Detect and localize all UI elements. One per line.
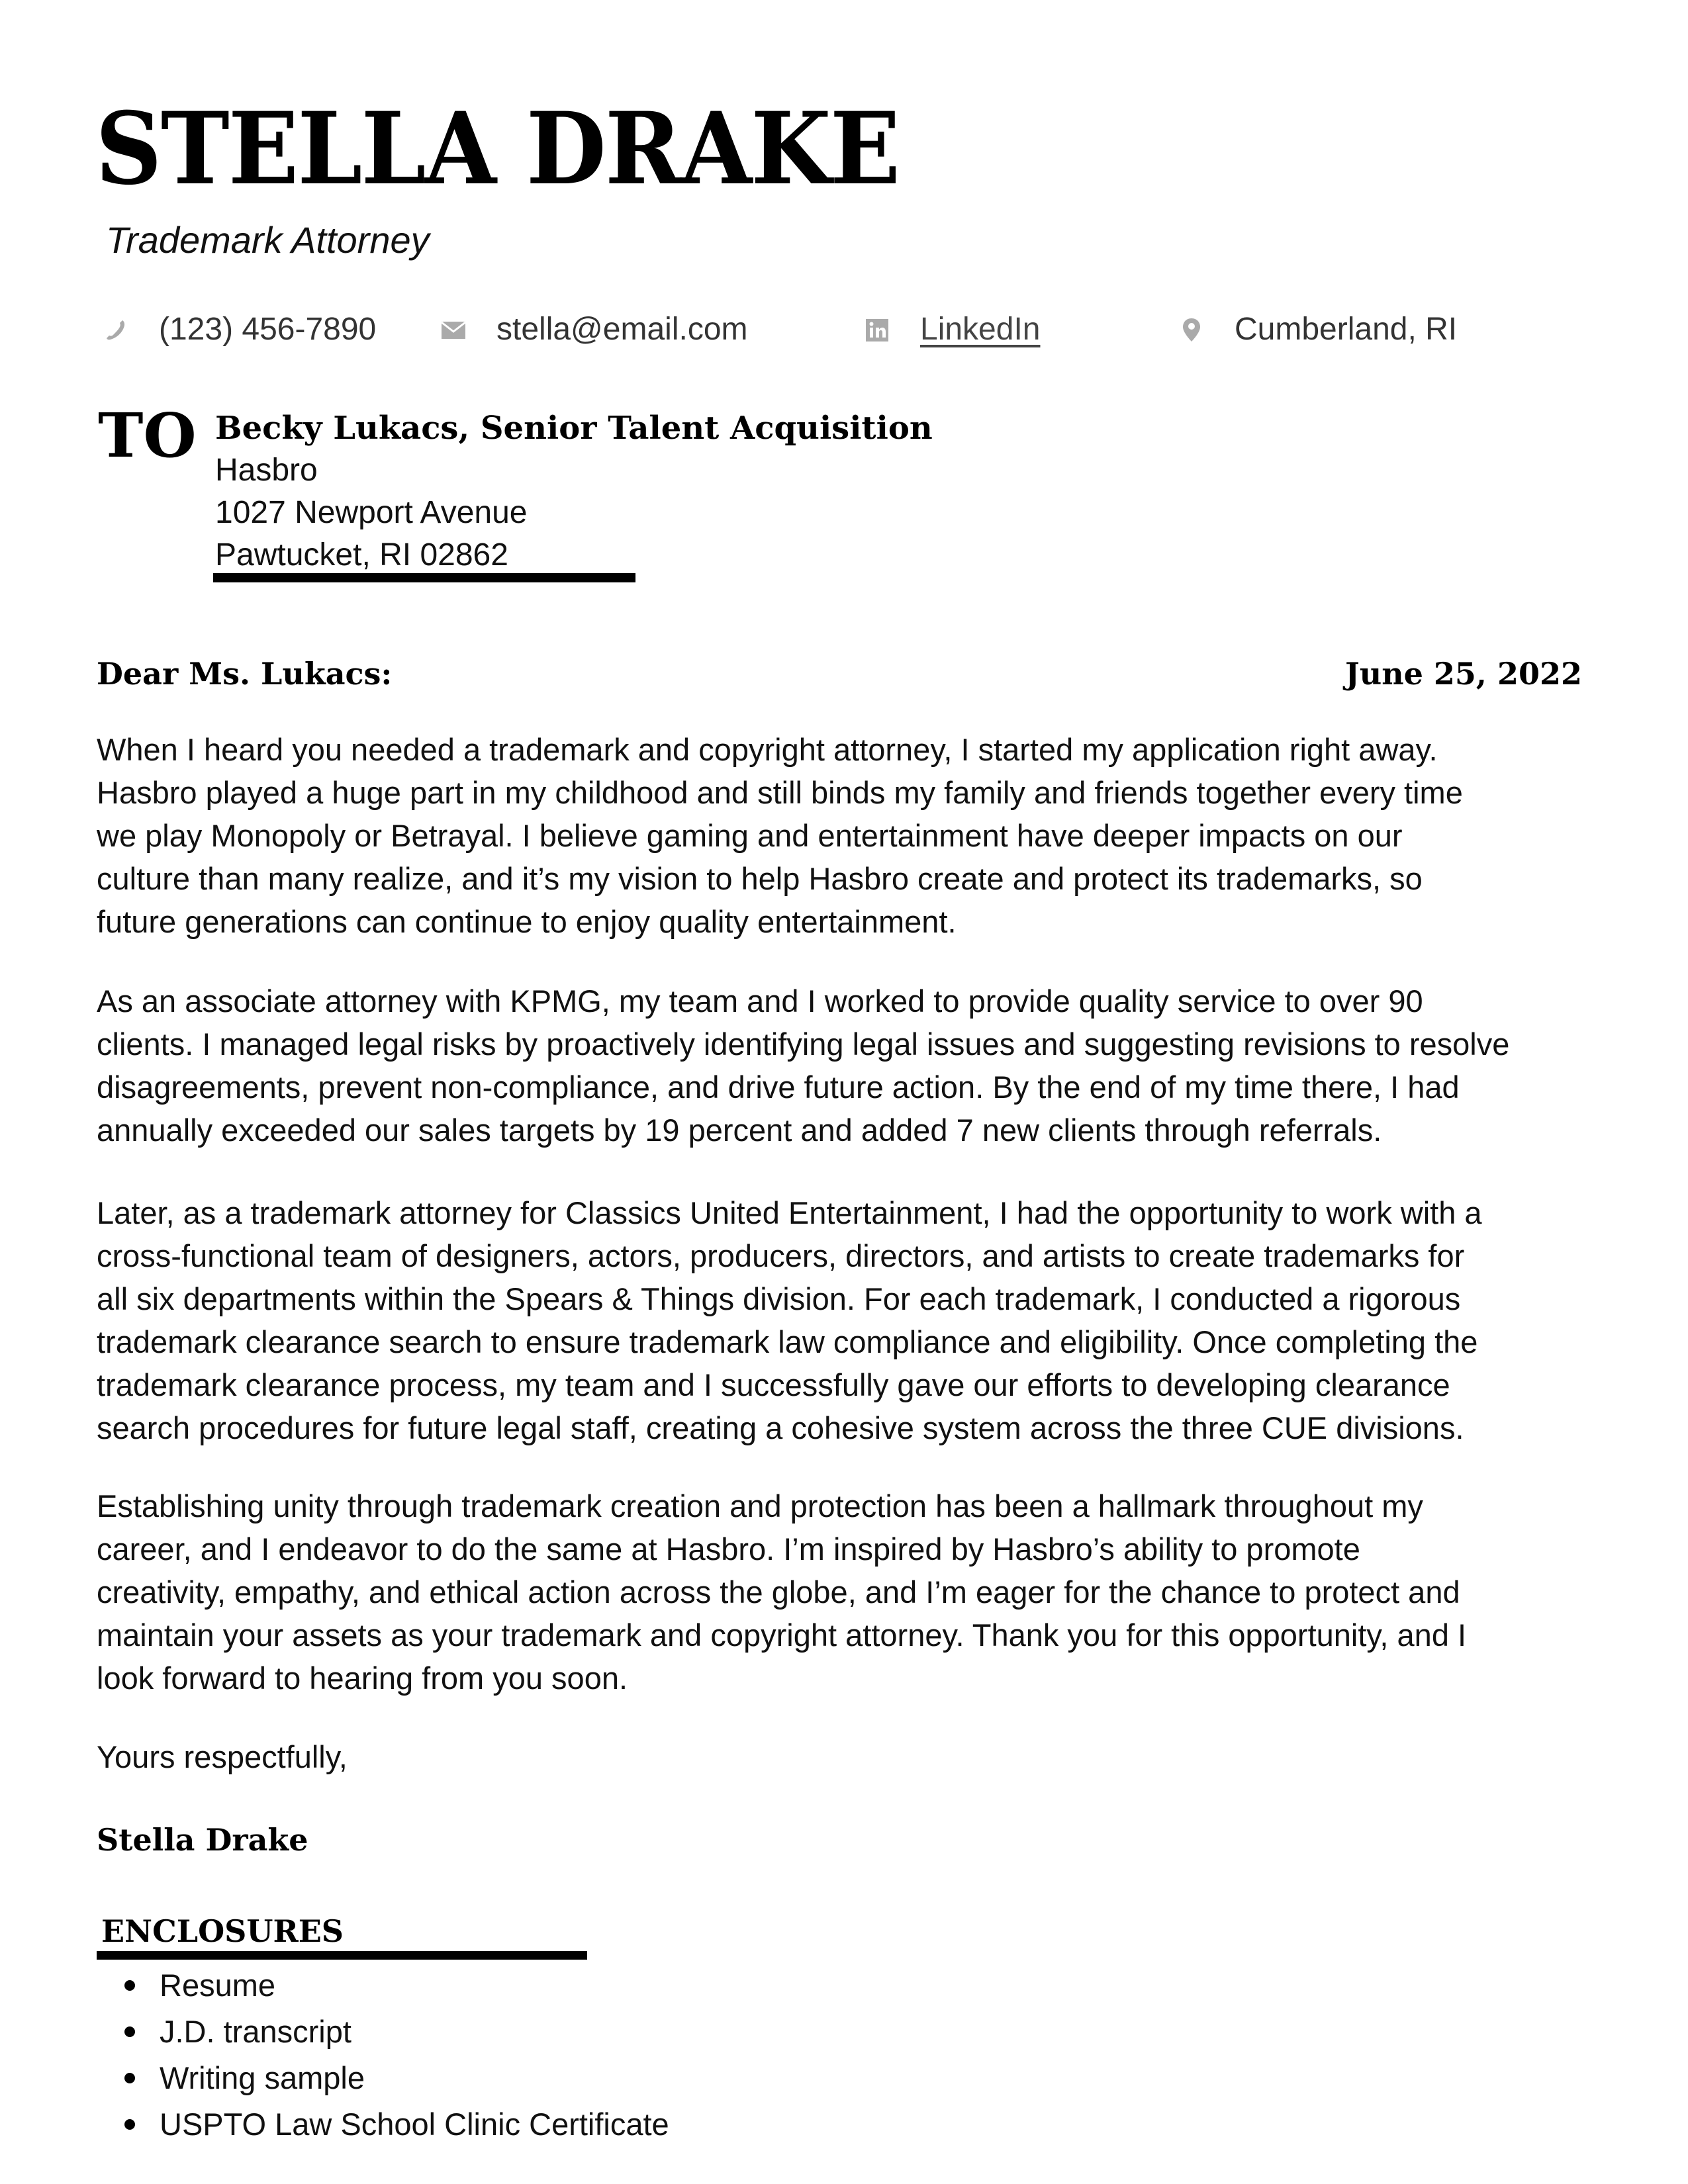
bullet-icon bbox=[124, 2026, 135, 2037]
recipient-company: Hasbro bbox=[215, 453, 318, 488]
recipient-street: 1027 Newport Avenue bbox=[215, 495, 528, 530]
bullet-icon bbox=[124, 1980, 135, 1991]
salutation: Dear Ms. Lukacs: bbox=[97, 656, 393, 692]
paragraph-line: trademark clearance search to ensure trademark law compliance and eligibility. Once completing the bbox=[97, 1324, 1478, 1359]
recipient-name: Becky Lukacs, Senior Talent Acquisition bbox=[215, 410, 933, 447]
paragraph-line: future generations can continue to enjoy quality entertainment. bbox=[97, 904, 957, 939]
applicant-name: STELLA DRAKE bbox=[95, 91, 900, 207]
paragraph-line: As an associate attorney with KPMG, my team and I worked to provide quality service to over 90 bbox=[97, 983, 1423, 1019]
body-paragraph-3 bbox=[97, 1191, 1599, 1449]
paragraph-line: clients. I managed legal risks by proactively identifying legal issues and suggesting revisions to resolve bbox=[97, 1026, 1510, 1062]
envelope-icon bbox=[440, 316, 467, 343]
enclosure-label: Resume bbox=[160, 1968, 276, 2003]
bullet-icon bbox=[124, 2119, 135, 2130]
linkedin-icon bbox=[864, 316, 890, 343]
contact-email bbox=[440, 310, 748, 349]
enclosure-label: J.D. transcript bbox=[160, 2014, 352, 2049]
paragraph-line: trademark clearance process, my team and I successfully gave our efforts to developing clearance bbox=[97, 1367, 1450, 1402]
letter-date: June 25, 2022 bbox=[1344, 656, 1582, 692]
bullet-icon bbox=[124, 2073, 135, 2083]
paragraph-line: search procedures for future legal staff, creating a cohesive system across the three CUE divisions. bbox=[97, 1410, 1464, 1445]
enclosures-divider bbox=[97, 1951, 587, 1960]
email-address[interactable]: stella@email.com bbox=[496, 312, 748, 347]
paragraph-line: maintain your assets as your trademark and copyright attorney. Thank you for this opportunity, and I bbox=[97, 1617, 1467, 1653]
paragraph-line: culture than many realize, and it’s my vision to help Hasbro create and protect its trademarks, so bbox=[97, 861, 1423, 896]
contact-linkedin bbox=[864, 310, 1040, 349]
recipient-address bbox=[215, 407, 933, 576]
body-paragraph-4 bbox=[97, 1484, 1599, 1700]
contact-location bbox=[1178, 310, 1457, 349]
paragraph-line: disagreements, prevent non-compliance, and drive future action. By the end of my time there, I had bbox=[97, 1069, 1460, 1105]
paragraph-line: cross-functional team of designers, actors, producers, directors, and artists to create trademarks for bbox=[97, 1238, 1465, 1273]
paragraph-line: annually exceeded our sales targets by 19 percent and added 7 new clients through referrals. bbox=[97, 1113, 1382, 1148]
phone-icon bbox=[103, 316, 129, 343]
contact-phone bbox=[103, 310, 376, 349]
to-label: TO bbox=[98, 400, 197, 471]
paragraph-line: career, and I endeavor to do the same at Hasbro. I’m inspired by Hasbro’s ability to promote bbox=[97, 1531, 1360, 1567]
enclosure-label: USPTO Law School Clinic Certificate bbox=[160, 2107, 669, 2142]
linkedin-link[interactable]: LinkedIn bbox=[920, 312, 1041, 347]
paragraph-line: creativity, empathy, and ethical action across the globe, and I’m eager for the chance to protect and bbox=[97, 1574, 1460, 1610]
job-title: Trademark Attorney bbox=[106, 219, 430, 261]
enclosure-label: Writing sample bbox=[160, 2060, 365, 2095]
enclosure-item bbox=[97, 2009, 669, 2055]
enclosures-list bbox=[97, 1962, 669, 2148]
paragraph-line: Hasbro played a huge part in my childhood and still binds my family and friends together every time bbox=[97, 775, 1463, 810]
body-paragraph-2 bbox=[97, 979, 1599, 1152]
map-pin-icon bbox=[1178, 316, 1205, 343]
body-paragraph-1 bbox=[97, 728, 1599, 943]
paragraph-line: we play Monopoly or Betrayal. I believe gaming and entertainment have deeper impacts on our bbox=[97, 818, 1403, 853]
enclosure-item bbox=[97, 2055, 669, 2101]
paragraph-line: Establishing unity through trademark creation and protection has been a hallmark throughout my bbox=[97, 1488, 1423, 1524]
paragraph-line: look forward to hearing from you soon. bbox=[97, 1661, 628, 1696]
enclosure-item bbox=[97, 2101, 669, 2148]
recipient-divider bbox=[213, 573, 635, 582]
recipient-city: Pawtucket, RI 02862 bbox=[215, 537, 508, 572]
location-text: Cumberland, RI bbox=[1235, 312, 1458, 347]
paragraph-line: When I heard you needed a trademark and copyright attorney, I started my application right away. bbox=[97, 732, 1438, 767]
enclosures-heading: ENCLOSURES bbox=[101, 1913, 344, 1949]
paragraph-line: all six departments within the Spears & Things division. For each trademark, I conducted a rigorous bbox=[97, 1281, 1461, 1316]
signature-name: Stella Drake bbox=[97, 1822, 308, 1858]
enclosure-item bbox=[97, 1962, 669, 2009]
paragraph-line: Later, as a trademark attorney for Classics United Entertainment, I had the opportunity to work with a bbox=[97, 1195, 1482, 1230]
closing: Yours respectfully, bbox=[97, 1739, 348, 1774]
phone-number: (123) 456-7890 bbox=[159, 312, 377, 347]
